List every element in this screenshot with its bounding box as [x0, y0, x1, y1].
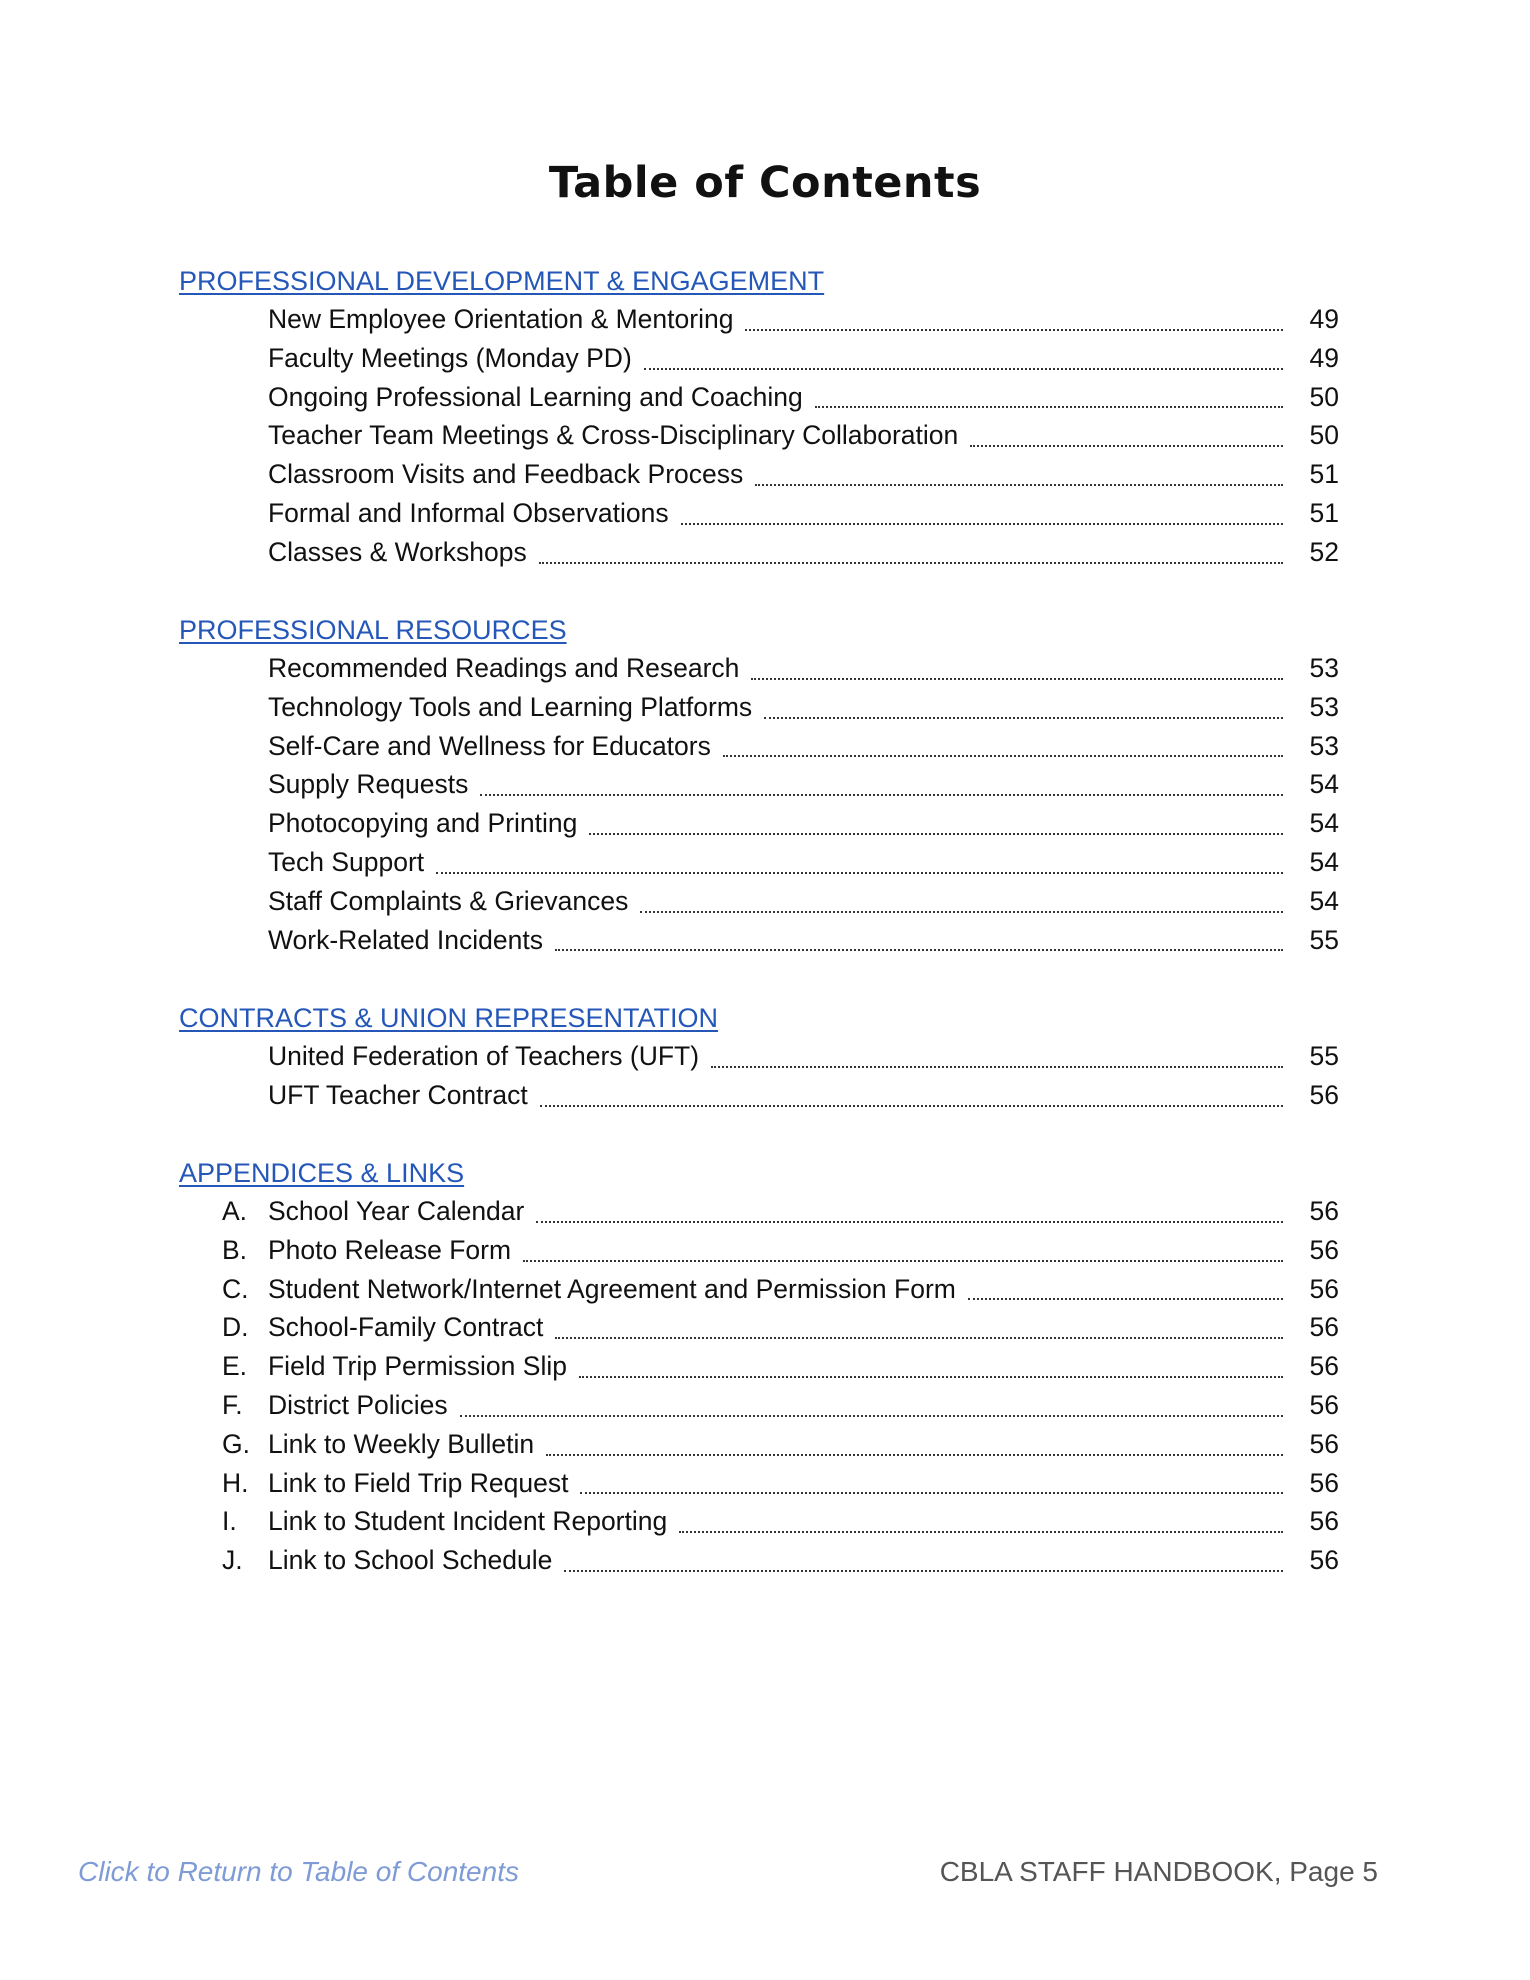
entry-page-number: 49: [1309, 342, 1339, 373]
entry-letter: F.: [222, 1389, 243, 1420]
entry-page-number: 53: [1309, 653, 1339, 683]
toc-entry[interactable]: [179, 804, 1339, 843]
entry-page-number: 54: [1309, 769, 1339, 800]
toc-entry[interactable]: [179, 1308, 1339, 1347]
entry-label: Classes & Workshops: [268, 536, 527, 567]
entry-page-number: 56: [1309, 1079, 1339, 1110]
section-heading-link[interactable]: PROFESSIONAL RESOURCES: [179, 615, 567, 645]
entry-page-number: 50: [1309, 420, 1339, 451]
entry-label: Link to Weekly Bulletin: [268, 1428, 535, 1459]
dot-leader: [555, 949, 1283, 951]
dot-leader: [681, 523, 1283, 525]
entry-label: School Year Calendar: [268, 1196, 525, 1226]
toc-section-contracts-union: [179, 999, 1339, 1115]
toc-entry[interactable]: [179, 1386, 1339, 1425]
dot-leader: [745, 329, 1283, 331]
page-title: Table of Contents: [548, 158, 982, 208]
dot-leader: [546, 1454, 1283, 1456]
entry-page-number: 56: [1309, 1428, 1339, 1459]
entry-label: UFT Teacher Contract: [268, 1079, 528, 1110]
entry-letter: C.: [222, 1273, 249, 1304]
toc-entry[interactable]: [179, 843, 1339, 882]
entry-letter: A.: [222, 1196, 248, 1226]
toc-entry[interactable]: [179, 727, 1339, 766]
dot-leader: [480, 794, 1283, 796]
dot-leader: [460, 1415, 1283, 1417]
entry-letter: B.: [222, 1234, 248, 1265]
footer-page-info: CBLA STAFF HANDBOOK, Page 5: [939, 1856, 1378, 1887]
entry-label: New Employee Orientation & Mentoring: [268, 304, 734, 334]
toc-entry[interactable]: [179, 300, 1339, 339]
entry-letter: I.: [222, 1506, 237, 1537]
entry-label: Student Network/Internet Agreement and Permission Form: [268, 1273, 956, 1304]
dot-leader: [523, 1260, 1283, 1262]
dot-leader: [536, 1221, 1283, 1223]
entry-letter: D.: [222, 1312, 249, 1343]
toc-entry[interactable]: [179, 1037, 1339, 1076]
entry-label: Ongoing Professional Learning and Coaching: [268, 381, 803, 412]
toc-entry[interactable]: [179, 1270, 1339, 1309]
dot-leader: [540, 1105, 1283, 1107]
entry-label: Photo Release Form: [268, 1234, 512, 1265]
dot-leader: [679, 1531, 1283, 1533]
entry-label: Photocopying and Printing: [268, 808, 578, 839]
toc-entry[interactable]: [179, 882, 1339, 921]
entry-page-number: 54: [1309, 885, 1339, 916]
entry-page-number: 56: [1309, 1506, 1339, 1537]
entry-page-number: 56: [1309, 1545, 1339, 1576]
toc-section-professional-resources: [179, 611, 1339, 959]
entry-label: Teacher Team Meetings & Cross-Disciplinary Collaboration: [268, 420, 959, 451]
dot-leader: [815, 406, 1283, 408]
entry-label: Link to Student Incident Reporting: [268, 1506, 668, 1537]
dot-leader: [764, 717, 1283, 719]
section-heading-link[interactable]: PROFESSIONAL DEVELOPMENT & ENGAGEMENT: [179, 266, 825, 296]
dot-leader: [564, 1570, 1283, 1572]
entry-letter: H.: [222, 1467, 249, 1498]
entry-page-number: 54: [1309, 808, 1339, 839]
entry-label: Faculty Meetings (Monday PD): [268, 342, 632, 373]
toc-entry[interactable]: [179, 455, 1339, 494]
entry-page-number: 52: [1309, 536, 1339, 567]
entry-label: Work-Related Incidents: [268, 924, 543, 955]
dot-leader: [968, 1298, 1283, 1300]
dot-leader: [555, 1337, 1283, 1339]
entry-label: Formal and Informal Observations: [268, 497, 669, 528]
section-heading-link[interactable]: CONTRACTS & UNION REPRESENTATION: [179, 1003, 719, 1033]
entry-page-number: 56: [1309, 1196, 1339, 1226]
toc-entry[interactable]: [179, 765, 1339, 804]
entry-label: Field Trip Permission Slip: [268, 1351, 567, 1382]
toc-entry[interactable]: [179, 1425, 1339, 1464]
toc-section-professional-development: [179, 262, 1339, 572]
entry-label: Self-Care and Wellness for Educators: [268, 730, 711, 761]
toc-entry[interactable]: [179, 921, 1339, 960]
entry-page-number: 51: [1309, 497, 1339, 528]
entry-label: Link to School Schedule: [268, 1545, 553, 1576]
toc-entry[interactable]: [179, 1541, 1339, 1580]
entry-letter: J.: [222, 1545, 243, 1576]
dot-leader: [579, 1376, 1283, 1378]
entry-page-number: 56: [1309, 1234, 1339, 1265]
entry-label: Link to Field Trip Request: [268, 1467, 569, 1498]
dot-leader: [539, 562, 1283, 564]
toc-entry[interactable]: [179, 649, 1339, 688]
entry-page-number: 50: [1309, 381, 1339, 412]
toc-entry[interactable]: [179, 416, 1339, 455]
entry-label: District Policies: [268, 1389, 448, 1420]
entry-page-number: 56: [1309, 1273, 1339, 1304]
entry-letter: E.: [222, 1351, 248, 1382]
entry-page-number: 55: [1309, 1041, 1339, 1071]
dot-leader: [640, 911, 1283, 913]
dot-leader: [711, 1066, 1283, 1068]
entry-label: United Federation of Teachers (UFT): [268, 1041, 700, 1071]
toc-entry[interactable]: [179, 688, 1339, 727]
entry-page-number: 49: [1309, 304, 1339, 334]
entry-page-number: 56: [1309, 1389, 1339, 1420]
dot-leader: [436, 872, 1283, 874]
toc-section-appendices-links: [179, 1154, 1339, 1580]
dot-leader: [644, 368, 1283, 370]
entry-label: Recommended Readings and Research: [268, 653, 740, 683]
entry-page-number: 56: [1309, 1467, 1339, 1498]
toc-entry[interactable]: [179, 1464, 1339, 1503]
entry-page-number: 53: [1309, 691, 1339, 722]
dot-leader: [755, 484, 1283, 486]
entry-page-number: 56: [1309, 1351, 1339, 1382]
toc-entry[interactable]: [179, 533, 1339, 572]
toc-entry[interactable]: [179, 1192, 1339, 1231]
entry-label: Technology Tools and Learning Platforms: [268, 691, 753, 722]
toc-entry[interactable]: [179, 378, 1339, 417]
entry-letter: G.: [222, 1428, 250, 1459]
toc-entry[interactable]: [179, 1231, 1339, 1270]
entry-label: Supply Requests: [268, 769, 469, 800]
entry-page-number: 53: [1309, 730, 1339, 761]
entry-page-number: 55: [1309, 924, 1339, 955]
dot-leader: [723, 755, 1283, 757]
return-to-toc-link[interactable]: Click to Return to Table of Contents: [78, 1856, 519, 1887]
toc-entry[interactable]: [179, 1076, 1339, 1115]
dot-leader: [970, 445, 1283, 447]
entry-label: Tech Support: [268, 846, 425, 877]
entry-page-number: 56: [1309, 1312, 1339, 1343]
entry-page-number: 54: [1309, 846, 1339, 877]
entry-label: Staff Complaints & Grievances: [268, 885, 629, 916]
section-heading-link[interactable]: APPENDICES & LINKS: [179, 1158, 465, 1188]
dot-leader: [589, 833, 1283, 835]
entry-label: School-Family Contract: [268, 1312, 544, 1343]
entry-page-number: 51: [1309, 459, 1339, 490]
dot-leader: [580, 1492, 1283, 1494]
toc-entry[interactable]: [179, 1347, 1339, 1386]
toc-entry[interactable]: [179, 1502, 1339, 1541]
toc-entry[interactable]: [179, 494, 1339, 533]
entry-label: Classroom Visits and Feedback Process: [268, 459, 744, 490]
dot-leader: [751, 678, 1283, 680]
toc-entry[interactable]: [179, 339, 1339, 378]
